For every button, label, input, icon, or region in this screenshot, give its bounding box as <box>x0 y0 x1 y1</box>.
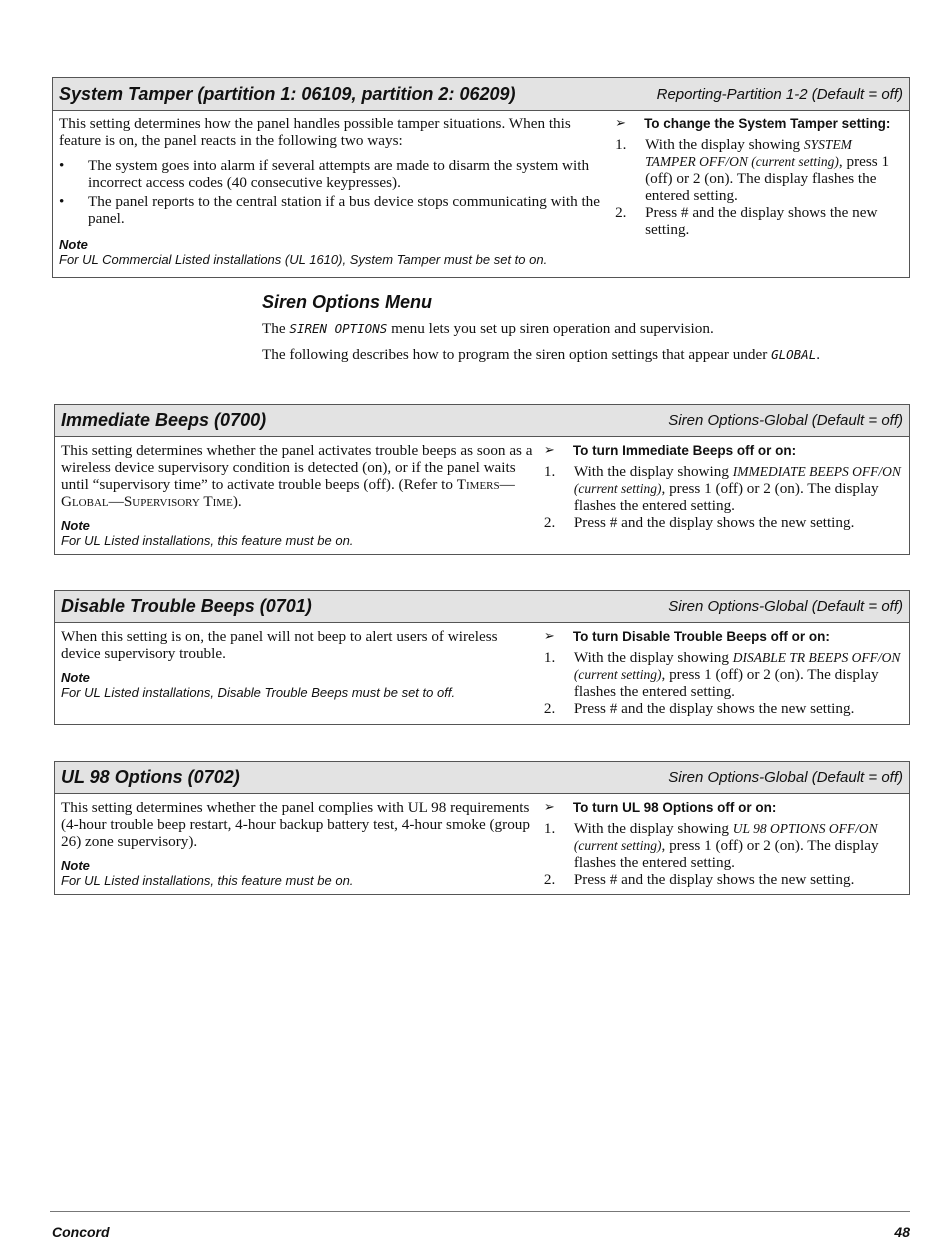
display-text: UL 98 OPTIONS OFF/ON (current setting) <box>573 821 878 853</box>
section-body <box>55 623 909 721</box>
display-text: SYSTEM TAMPER OFF/ON (current setting) <box>645 137 852 169</box>
procedure-steps <box>544 820 903 888</box>
description-column <box>59 115 607 267</box>
description: This setting determines whether the panel activates trouble beeps as soon as a wireless device supervisory condition is detected (on), or if the panel waits until “supervisory time” to activate trouble beeps (off). (Refer to Timers—Global—Supervisory Time). <box>61 442 533 510</box>
note-text: For UL Commercial Listed installations (UL 1610), System Tamper must be set to on. <box>59 252 548 267</box>
procedure-column <box>544 628 903 717</box>
section-category: Siren Options-Global (Default = off) <box>668 769 903 786</box>
note-label: Note <box>61 858 90 873</box>
step-item: 1. With the display showing UL 98 OPTIONS OFF/ON (current setting), press 1 (off) or 2 (on). The display flashes the entered setting. <box>543 820 879 871</box>
section-category: Reporting-Partition 1-2 (Default = off) <box>656 85 903 103</box>
page-number: 48 <box>894 1224 910 1240</box>
arrow-icon: ➢ <box>615 116 626 131</box>
immediate-beeps-section <box>54 404 910 555</box>
menu-code: GLOBAL <box>771 347 817 362</box>
procedure-steps <box>615 136 903 238</box>
footer-product: Concord <box>52 1224 110 1240</box>
section-category: Siren Options-Global (Default = off) <box>668 598 903 615</box>
list-item: • The system goes into alarm if several attempts are made to disarm the system with incorrect access codes (40 consecutive keypresses). <box>59 157 590 191</box>
procedure-column <box>544 442 903 548</box>
system-tamper-section <box>52 77 910 278</box>
section-title: Disable Trouble Beeps (0701) <box>61 596 312 616</box>
section-header <box>55 762 909 794</box>
note-text: For UL Listed installations, Disable Trouble Beeps must be set to off. <box>61 685 456 700</box>
display-text: DISABLE TR BEEPS OFF/ON (current setting) <box>573 650 901 682</box>
description: When this setting is on, the panel will not beep to alert users of wireless device supervisory trouble. <box>61 628 498 662</box>
description: This setting determines whether the panel complies with UL 98 requirements (4-hour trouble beep restart, 4-hour backup battery test, 4-hour smoke (group 26) zone supervisory). <box>61 799 530 850</box>
arrow-icon: ➢ <box>543 443 555 458</box>
procedure-title: ➢ To turn UL 98 Options off or on: <box>543 800 777 815</box>
section-body <box>53 111 909 271</box>
section-body <box>55 794 909 892</box>
step-item: 2. Press # and the display shows the new setting. <box>615 204 878 238</box>
procedure-title: ➢ To turn Disable Trouble Beeps off or on: <box>543 629 830 644</box>
reference-text: Timers—Global—Supervisory Time <box>61 476 515 510</box>
step-item: 1. With the display showing SYSTEM TAMPER OFF/ON (current setting), press 1 (off) or 2 (on). The display flashes the entered setting. <box>615 136 890 204</box>
section-body <box>55 437 909 552</box>
description-column <box>61 628 534 717</box>
section-category: Siren Options-Global (Default = off) <box>668 412 903 429</box>
note-text: For UL Listed installations, this feature must be on. <box>61 533 354 548</box>
menu-code: SIREN OPTIONS <box>289 321 388 336</box>
step-item: 2. Press # and the display shows the new setting. <box>543 871 855 888</box>
disable-trouble-beeps-section <box>54 590 910 725</box>
step-item: 2. Press # and the display shows the new setting. <box>543 514 855 531</box>
procedure-column <box>615 115 903 267</box>
footer-divider <box>50 1211 910 1212</box>
arrow-icon: ➢ <box>543 629 555 644</box>
step-item: 1. With the display showing IMMEDIATE BEEPS OFF/ON (current setting), press 1 (off) or 2 (on). The display flashes the entered setting. <box>543 463 901 514</box>
section-title: Immediate Beeps (0700) <box>61 410 267 430</box>
siren-menu-intro: The SIREN OPTIONS menu lets you set up siren operation and supervision. <box>262 320 714 337</box>
procedure-steps <box>544 649 903 717</box>
display-text: IMMEDIATE BEEPS OFF/ON (current setting) <box>573 464 901 496</box>
section-header <box>55 591 909 623</box>
list-item: • The panel reports to the central station if a bus device stops communicating with the panel. <box>59 193 601 227</box>
procedure-title: ➢ To change the System Tamper setting: <box>615 116 891 131</box>
section-title: System Tamper (partition 1: 06109, partition 2: 06209) <box>59 83 516 104</box>
bullet-list <box>59 157 607 227</box>
section-header <box>53 78 909 111</box>
description-column <box>61 442 534 548</box>
step-item: 1. With the display showing DISABLE TR BEEPS OFF/ON (current setting), press 1 (off) or 2 (on). The display flashes the entered setting. <box>543 649 901 700</box>
step-item: 2. Press # and the display shows the new setting. <box>543 700 855 717</box>
description-column <box>61 799 534 888</box>
note-label: Note <box>61 518 90 533</box>
bullet-icon: • <box>59 157 65 174</box>
procedure-title: ➢ To turn Immediate Beeps off or on: <box>543 443 797 458</box>
procedure-column <box>544 799 903 888</box>
arrow-icon: ➢ <box>543 800 555 815</box>
ul98-options-section <box>54 761 910 895</box>
procedure-steps <box>544 463 903 531</box>
bullet-icon: • <box>59 193 65 210</box>
description: This setting determines how the panel handles possible tamper situations. When this feature is on, the panel reacts in the following two ways: <box>59 115 571 149</box>
note-label: Note <box>61 670 90 685</box>
section-title: UL 98 Options (0702) <box>61 767 240 787</box>
siren-options-heading: Siren Options Menu <box>262 292 433 312</box>
note-text: For UL Listed installations, this feature must be on. <box>61 873 354 888</box>
siren-menu-description: The following describes how to program the siren option settings that appear under GLOBAL. <box>262 346 821 363</box>
note-label: Note <box>59 237 88 252</box>
section-header <box>55 405 909 437</box>
